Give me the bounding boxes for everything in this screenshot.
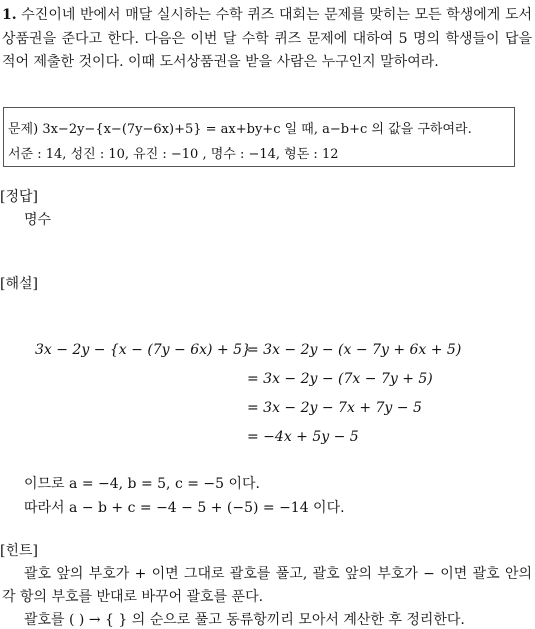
hint-label: [힌트]	[0, 543, 38, 559]
student-answers: 서준 : 14, 성진 : 10, 유진 : −10 , 명수 : −14, 형돈 : 12	[8, 147, 339, 162]
equation-step-1: = 3x − 2y − (x − 7y + 6x + 5)	[247, 342, 462, 358]
explanation-line-2: 따라서 a − b + c = −4 − 5 + (−5) = −14 이다.	[24, 500, 345, 516]
equation-step-2: = 3x − 2y − (7x − 7y + 5)	[247, 371, 433, 387]
equation-step-3: = 3x − 2y − 7x + 7y − 5	[247, 400, 422, 416]
equation-step-4: = −4x + 5y − 5	[247, 429, 359, 445]
question-text: 수진이네 반에서 매달 실시하는 수학 퀴즈 대회는 문제를 맞히는 모든 학생에게 도서 상품권을 준다고 한다. 다음은 이번 달 수학 퀴즈 문제에 대하여 5 명의 학생들이 답을 적어 제출한 것이다. 이때 도서상품권을 받을 사람은 누구인지 말하여라.	[2, 7, 533, 70]
question-number: 1.	[2, 7, 17, 23]
answer-label: [정답]	[0, 189, 38, 205]
hint-paragraph-2: 괄호를 ( ) → { } 의 순으로 풀고 동류항끼리 모아서 계산한 후 정리한다.	[24, 612, 465, 628]
explanation-label: [해설]	[0, 276, 38, 292]
explanation-line-1: 이므로 a = −4, b = 5, c = −5 이다.	[24, 476, 260, 492]
answer-value: 명수	[24, 212, 52, 228]
hint-paragraph-1: 괄호 앞의 부호가 + 이면 그대로 괄호를 풀고, 괄호 앞의 부호가 − 이면 괄호 안의 각 항의 부호를 반대로 바꾸어 괄호를 푼다.	[2, 566, 532, 605]
question-paragraph	[2, 4, 532, 75]
equation-lhs: 3x − 2y − {x − (7y − 6x) + 5}	[35, 342, 251, 358]
problem-statement: 문제) 3x−2y−{x−(7y−6x)+5} = ax+by+c 일 때, a−b+c 의 값을 구하여라.	[8, 122, 472, 137]
